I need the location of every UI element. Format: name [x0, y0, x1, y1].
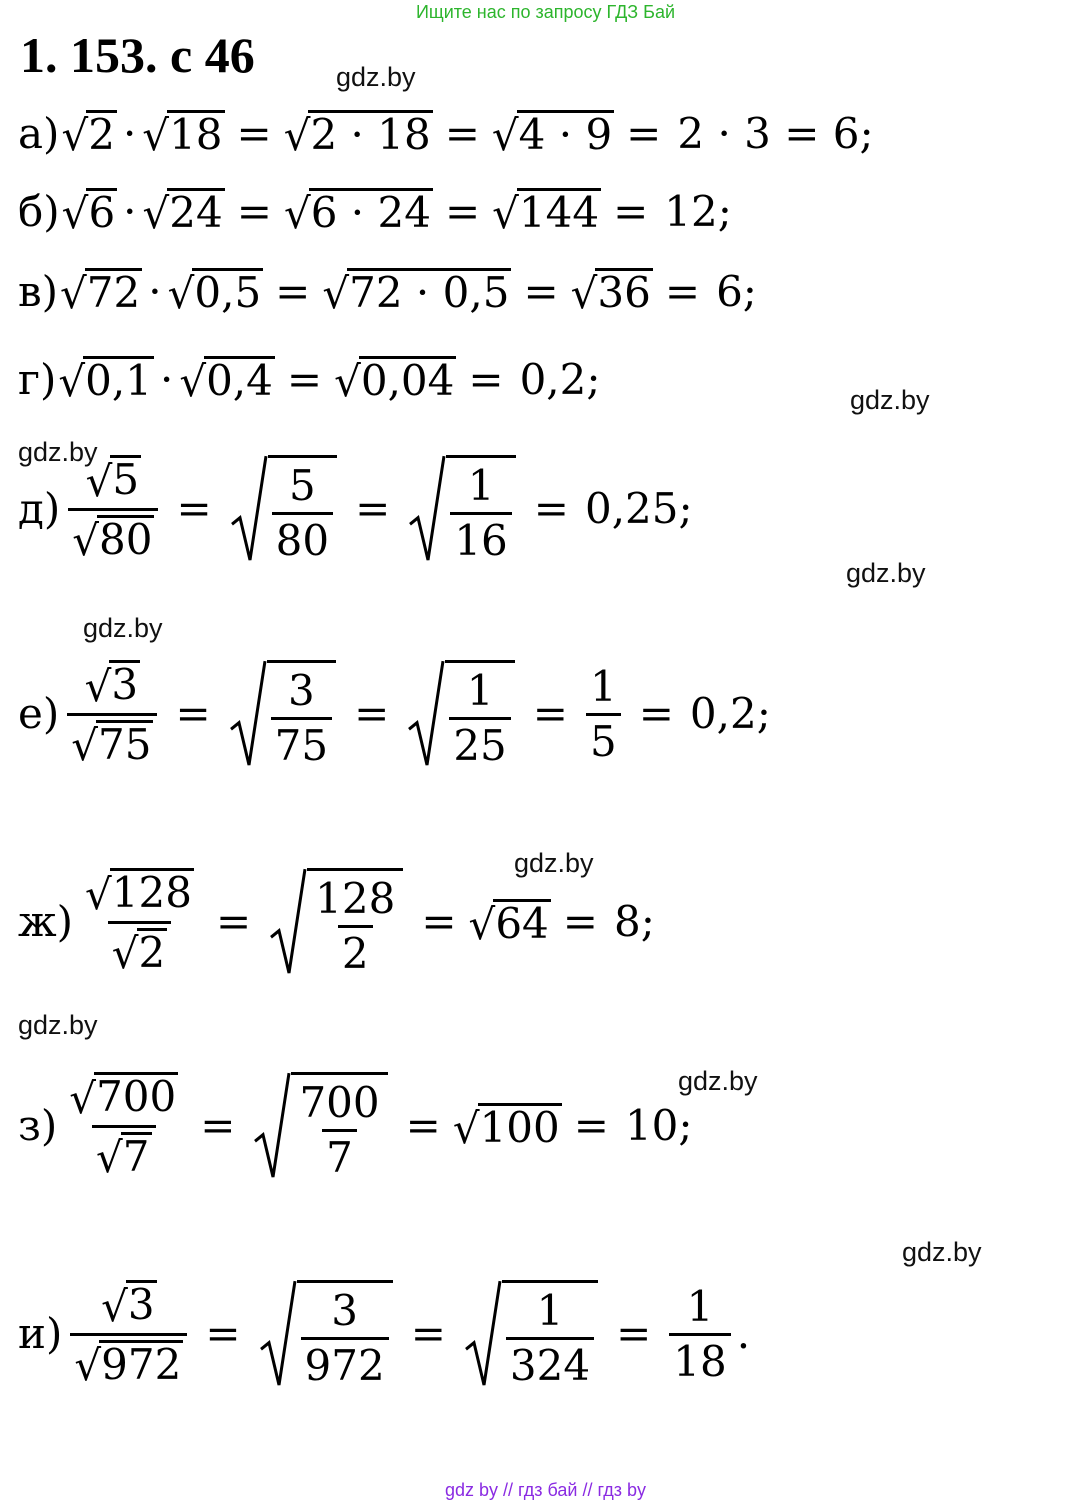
sqrt: √ 2 · 18 — [283, 110, 431, 161]
radicand: 0,1 — [85, 356, 152, 405]
sqrt: √ 4 · 9 — [491, 110, 613, 161]
sqrt: √ 2 — [61, 110, 115, 161]
result: 0,2; — [689, 689, 771, 739]
denominator: 2 — [338, 925, 373, 976]
denominator-radicand: 7 — [122, 1131, 150, 1181]
result: . — [736, 1309, 751, 1359]
radicand: 64 — [495, 898, 549, 948]
denominator: 18 — [669, 1333, 730, 1384]
footer-links[interactable]: gdz by // гдз бай // гдз by — [444, 1480, 647, 1500]
numerator-radicand: 128 — [111, 868, 192, 918]
denominator: 5 — [586, 713, 621, 764]
search-banner[interactable]: Ищите нас по запросу ГДЗ Бай — [415, 2, 676, 22]
equation-e: е) √ 3 √ 75 = $\frac{3}{75}$ = $\frac{1}{25}$ = $\frac{1}{5}$ = 0,2; — [18, 660, 771, 771]
radicand: 6 — [88, 188, 116, 237]
fraction: √ 5 √ 80 — [68, 455, 158, 562]
exercise-title: 1. 153. с 46 — [20, 27, 255, 83]
sqrt-of-fraction — [230, 455, 337, 566]
sqrt: √ 24 — [142, 188, 223, 239]
radicand: 18 — [169, 110, 223, 159]
equation-zh: ж) √ 128 √ 2 = $\frac{128}{2}$ = √ 64 = 8; — [18, 868, 655, 979]
numerator: 1 — [467, 461, 495, 510]
watermark: gdz.by — [336, 62, 416, 92]
radicand: 36 — [597, 268, 651, 317]
equation-g: г) √ 0,1 · √ 0,4 = √ 0,04 = 0,2; — [18, 354, 601, 407]
sqrt: √ 0,1 — [58, 356, 152, 407]
fraction — [586, 661, 621, 766]
sqrt: √ 72 — [60, 268, 141, 319]
sqrt: √ 36 — [570, 268, 651, 319]
watermark: gdz.by — [902, 1237, 982, 1267]
watermark: gdz.by — [846, 558, 926, 588]
radicand: 0,5 — [194, 268, 262, 317]
sqrt-of-fraction — [229, 660, 336, 771]
item-label: г) — [18, 354, 57, 404]
item-label: е) — [18, 689, 60, 739]
radicand: 24 — [169, 188, 223, 237]
sqrt: √ 0,04 — [334, 356, 455, 407]
fraction: √ 3 √ 75 — [67, 660, 157, 767]
sqrt-of-fraction — [253, 1072, 387, 1183]
denominator-radicand: 80 — [99, 514, 153, 564]
watermark: gdz.by — [83, 613, 163, 643]
denominator: 324 — [506, 1337, 594, 1388]
radicand: 0,04 — [360, 356, 455, 405]
denominator: 25 — [449, 717, 510, 768]
numerator-radicand: 3 — [127, 1280, 155, 1330]
numerator-radicand: 3 — [111, 660, 139, 710]
equation-b: б) √ 6 · √ 24 = √ 6 · 24 = √ 144 = 12; — [18, 186, 732, 239]
denominator: 7 — [322, 1129, 357, 1180]
equation-z: з) √ 700 √ 7 = $\frac{700}{7}$ = √ 100 = 10; — [18, 1072, 693, 1183]
denominator: 80 — [272, 512, 333, 563]
sqrt-of-fraction — [269, 868, 403, 979]
result: 2 · 3 = 6; — [677, 108, 874, 158]
radicand: 0,4 — [206, 356, 273, 405]
radicand: 72 · 0,5 — [349, 268, 510, 317]
fraction: √ 3 √ 972 — [70, 1280, 187, 1387]
radicand: 144 — [518, 188, 600, 237]
item-label: и) — [18, 1309, 63, 1359]
numerator-radicand: 700 — [96, 1072, 177, 1122]
numerator: 700 — [299, 1078, 380, 1127]
sqrt-of-fraction — [407, 660, 514, 771]
fraction: √ 700 √ 7 — [69, 1072, 177, 1182]
numerator: 1 — [686, 1281, 714, 1331]
sqrt: √ 100 — [452, 1102, 560, 1153]
denominator-radicand: 75 — [98, 719, 152, 769]
numerator: 1 — [536, 1286, 564, 1335]
denominator: 16 — [450, 512, 511, 563]
sqrt-of-fraction — [259, 1280, 393, 1391]
watermark: gdz.by — [18, 1010, 98, 1040]
item-label: в) — [18, 266, 59, 316]
fraction — [669, 1281, 730, 1386]
sqrt: √ 64 — [468, 898, 549, 949]
radicand: 2 · 18 — [310, 110, 431, 159]
numerator-radicand: 5 — [112, 455, 140, 505]
sqrt: √ 0,4 — [179, 356, 273, 407]
fraction: √ 128 √ 2 — [85, 868, 192, 978]
sqrt: √ 6 · 24 — [283, 188, 431, 239]
radicand: 100 — [479, 1102, 560, 1152]
watermark: gdz.by — [18, 437, 98, 467]
sqrt: √ 144 — [492, 188, 600, 239]
sqrt: √ 0,5 — [167, 268, 262, 319]
radicand: 4 · 9 — [518, 110, 613, 159]
item-label: д) — [18, 484, 61, 534]
result: 12; — [664, 186, 732, 236]
result: 0,25; — [584, 484, 693, 534]
watermark: gdz.by — [850, 385, 930, 415]
radicand: 72 — [86, 268, 141, 317]
item-label: ж) — [18, 897, 74, 947]
numerator: 128 — [315, 874, 396, 923]
result: 8; — [613, 897, 655, 947]
item-label: а) — [18, 108, 60, 158]
sqrt: √ 6 — [61, 188, 116, 239]
sqrt-of-fraction — [464, 1280, 598, 1391]
denominator-radicand: 2 — [138, 927, 166, 977]
watermark: gdz.by — [678, 1066, 758, 1096]
result: 10; — [624, 1101, 693, 1151]
equation-v: в) √ 72 · √ 0,5 = √ 72 · 0,5 = √ 36 = 6; — [18, 266, 757, 319]
equation-i: и) √ 3 √ 972 = $\frac{3}{972}$ = $\frac{1}{324}$ = $\frac{1}{18}$ . — [18, 1280, 751, 1391]
radicand: 6 · 24 — [310, 188, 431, 237]
watermark: gdz.by — [514, 848, 594, 878]
numerator: 3 — [288, 666, 315, 715]
numerator: 1 — [589, 661, 617, 711]
numerator: 5 — [289, 461, 316, 510]
sqrt: √ 72 · 0,5 — [322, 268, 510, 319]
radicand: 2 — [88, 110, 115, 159]
numerator: 3 — [331, 1286, 358, 1335]
sqrt: √ 18 — [142, 110, 223, 161]
denominator: 972 — [301, 1337, 389, 1388]
numerator: 1 — [466, 666, 494, 715]
denominator-radicand: 972 — [101, 1339, 182, 1389]
equation-a: а) √ 2 · √ 18 = √ 2 · 18 = √ 4 · 9 = 2 · 3 = 6; — [18, 108, 874, 161]
item-label: б) — [18, 186, 60, 236]
denominator: 75 — [271, 717, 332, 768]
sqrt-of-fraction — [408, 455, 515, 566]
equation-d: д) √ 5 √ 80 = $\frac{5}{80}$ = $\frac{1}{16}$ = 0,25; — [18, 455, 693, 566]
result: 6; — [716, 266, 757, 316]
result: 0,2; — [519, 354, 601, 404]
item-label: з) — [18, 1101, 58, 1151]
